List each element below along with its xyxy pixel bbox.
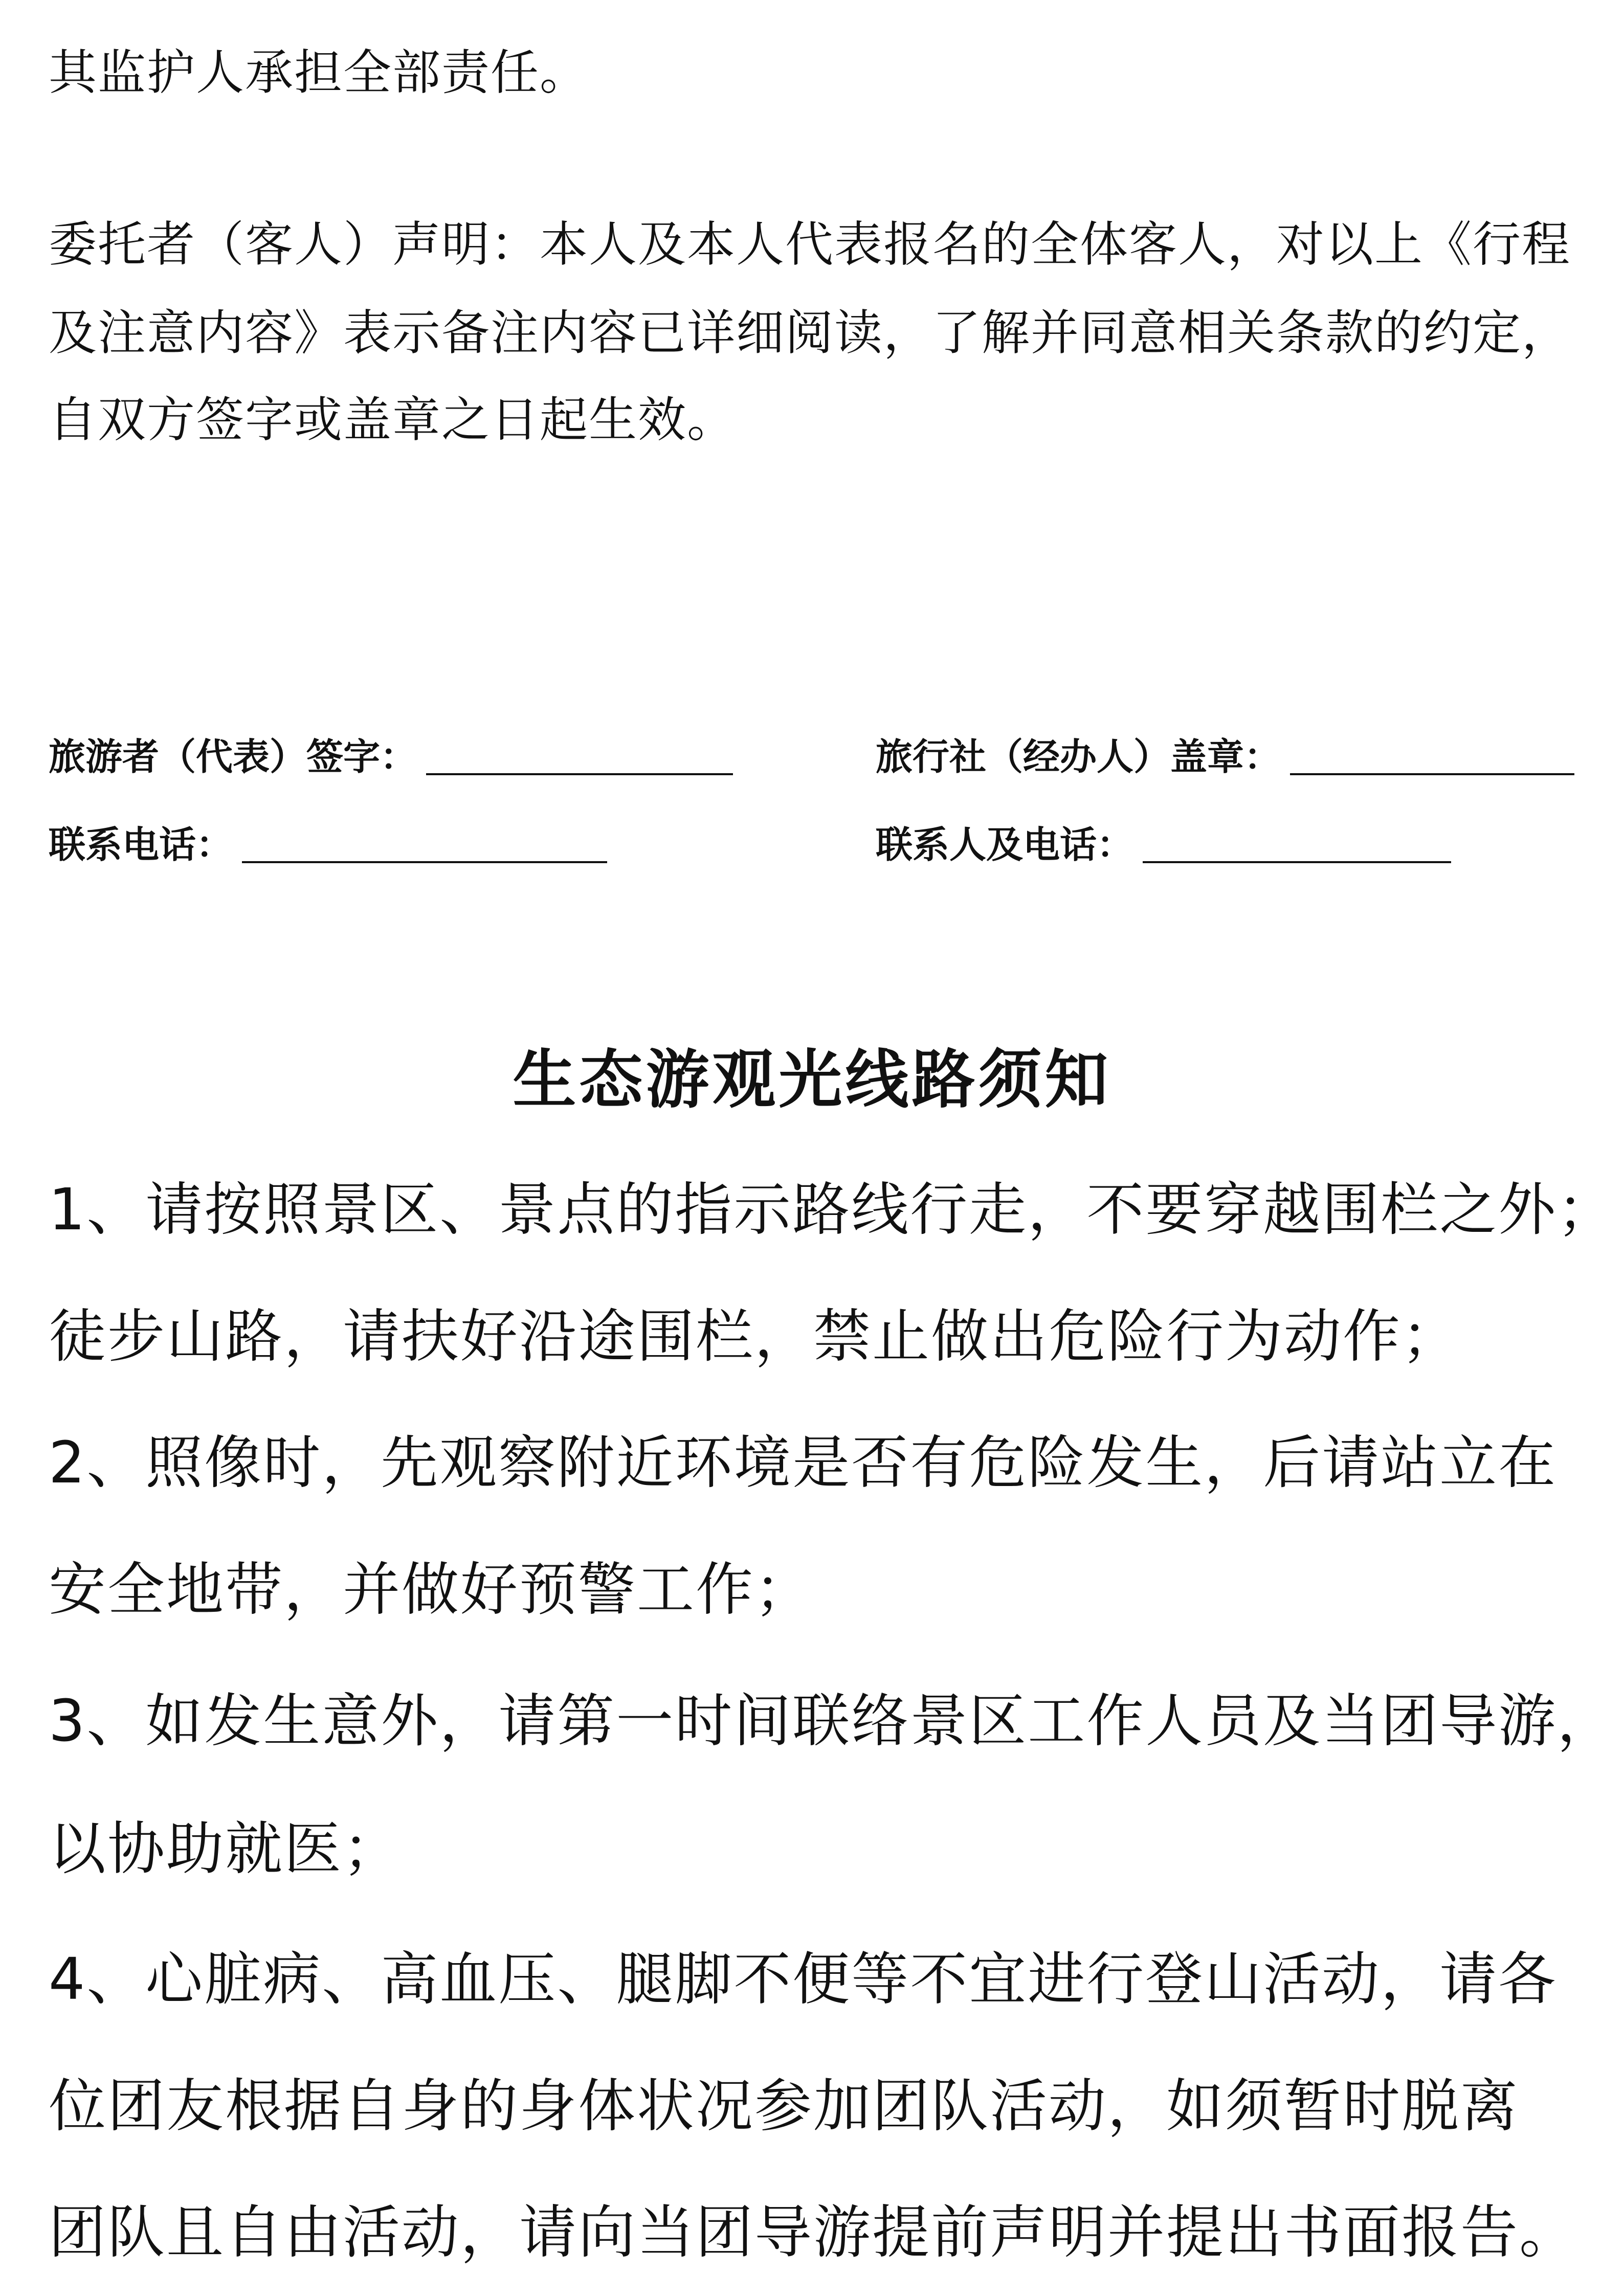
agency-contact-blank[interactable] xyxy=(1143,825,1451,863)
agency-contact-field xyxy=(876,823,1451,866)
notice-title: 生态游观光线路须知 xyxy=(513,1043,1111,1117)
notice-line: 徒步山路，请扶好沿途围栏，禁止做出危险行为动作； xyxy=(49,1303,1460,1370)
tourist-signature-blank[interactable] xyxy=(426,737,733,775)
notice-line: 4、心脏病、高血压、腿脚不便等不宜进行登山活动，请各 xyxy=(49,1946,1558,2013)
declaration-line: 及注意内容》表示备注内容已详细阅读，了解并同意相关条款的约定， xyxy=(49,305,1571,361)
notice-line: 以协助就医； xyxy=(49,1816,402,1882)
notice-line: 位团友根据自身的身体状况参加团队活动，如须暂时脱离 xyxy=(49,2073,1519,2140)
notice-line: 安全地带，并做好预警工作； xyxy=(49,1557,813,1623)
tourist-phone-blank[interactable] xyxy=(242,825,607,863)
agency-seal-label: 旅行社（经办人）盖章： xyxy=(876,735,1281,778)
agency-contact-label: 联系人及电话： xyxy=(876,823,1134,866)
agency-seal-blank[interactable] xyxy=(1290,737,1574,775)
notice-line: 团队且自由活动，请向当团导游提前声明并提出书面报告。 xyxy=(49,2199,1578,2266)
tourist-signature-label: 旅游者（代表）签字： xyxy=(49,735,417,778)
notice-line: 1、请按照景区、景点的指示路线行走，不要穿越围栏之外； xyxy=(49,1177,1616,1243)
declaration-line: 自双方签字或盖章之日起生效。 xyxy=(49,392,737,448)
tourist-signature-field xyxy=(49,735,733,778)
tourist-phone-field xyxy=(49,823,607,866)
notice-line: 3、如发生意外，请第一时间联络景区工作人员及当团导游， xyxy=(49,1688,1616,1754)
liability-continuation-text: 其监护人承担全部责任。 xyxy=(49,45,589,101)
agency-seal-field xyxy=(876,735,1574,778)
notice-line: 2、照像时，先观察附近环境是否有危险发生，后请站立在 xyxy=(49,1430,1558,1496)
tourist-phone-label: 联系电话： xyxy=(49,823,233,866)
declaration-line: 委托者（客人）声明：本人及本人代表报名的全体客人，对以上《行程 xyxy=(49,217,1571,273)
